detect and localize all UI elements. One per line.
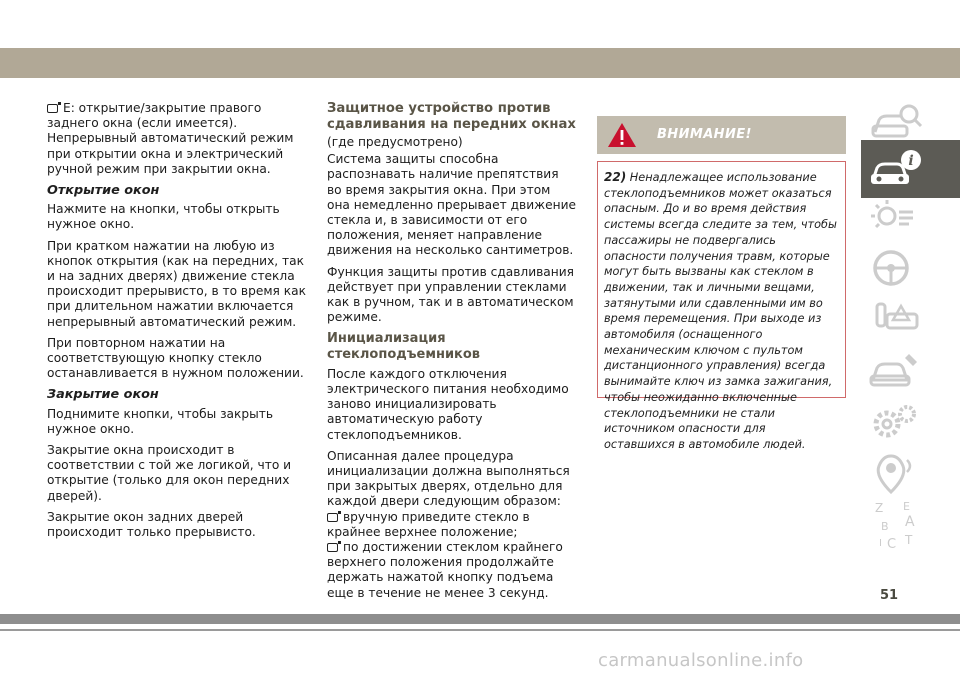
- gears-icon: [867, 398, 927, 448]
- steering-wheel-icon: [867, 244, 927, 294]
- index-letter: B: [881, 520, 889, 533]
- watermark: carmanualsonline.info: [598, 650, 804, 671]
- paragraph: Описанная далее процедура инициализации должна выполняться при закрытых дверях, отдельно для каждой двери следующим образом:: [327, 448, 570, 509]
- paragraph: Закрытие окна происходит в соответствии с той же логикой, что и открытие (только для окон передних дверей).: [47, 443, 292, 503]
- warning-text: Ненадлежащее использование стеклоподъемников может оказаться опасным. До и во время действия системы всегда следите за тем, чтобы пассажиры не подвергались опасности получения травм, которые могут быть вызваны как стеклом в движении, так и личными вещами, затянутыми или сдавленными им во время перемещения. При выходе из автомобиля (оснащенного механическим ключом с пультом дистанционного управления) всегда вынимайте ключ из замка зажигания, чтобы неожиданно включенные стеклоподъемники не стали источником опасности для оставшихся в автомобиле людей.: [604, 171, 837, 451]
- middle-column: [327, 101, 577, 607]
- paragraph: При кратком нажатии на любую из кнопок открытия (как на передних, так и на задних дверях) движение стекла происходит прерывисто, в то время как при длительном нажатии включается непрерывный автоматический режим.: [47, 238, 306, 329]
- paragraph: (где предусмотрено): [327, 135, 463, 149]
- index-letter: A: [905, 514, 915, 530]
- paragraph: Поднимите кнопки, чтобы закрыть нужное окно.: [47, 406, 274, 436]
- index-letter: Z: [875, 501, 884, 515]
- warning-lights-icon: [867, 194, 927, 244]
- car-search-icon: [867, 96, 927, 146]
- warning-number: 22): [604, 170, 627, 184]
- heading-closing-windows: Закрытие окон: [47, 387, 159, 403]
- index-letter: C: [887, 537, 897, 552]
- warning-header: [597, 116, 846, 154]
- header-band: [0, 48, 960, 78]
- paragraph: После каждого отключения электрического питания необходимо заново инициализировать автоматическую работу стеклоподъемников.: [327, 366, 569, 442]
- paragraph: Функция защиты против сдавливания действует при управлении стеклами как в ручном, так и в автоматическом режиме.: [327, 264, 574, 325]
- index-letter: T: [905, 533, 913, 547]
- car-service-icon: [867, 346, 927, 396]
- alphabetical-index-icon: [867, 498, 927, 554]
- bullet-icon: [327, 513, 338, 522]
- paragraph: Нажмите на кнопки, чтобы открыть нужное окно.: [47, 202, 280, 232]
- warning-title: ВНИМАНИЕ!: [657, 127, 752, 142]
- left-column: [47, 101, 309, 546]
- media-navigation-icon: [867, 448, 927, 498]
- list-item: по достижении стеклом крайнего верхнего положения продолжайте держать нажатой кнопку подъема еще в течение не менее 3 секунд.: [327, 540, 563, 600]
- paragraph: Система защиты способна распознавать наличие препятствия во время закрытия окна. При этом она немедленно прерывает движение стекла и, в зависимости от его положения, меняет направление движения на несколько сантиметров.: [327, 152, 576, 258]
- warning-box: [597, 161, 846, 451]
- page-number: 51: [880, 588, 899, 603]
- tab-index[interactable]: [861, 494, 960, 552]
- heading-initialization: Инициализация стеклоподъемников: [327, 331, 481, 362]
- intro-paragraph: E: открытие/закрытие правого заднего окна (если имеется). Непрерывный автоматический режим при открытии окна и электрический ручной режим при закрытии окна.: [47, 101, 294, 176]
- bullet-icon: [327, 543, 338, 552]
- footer-line: [0, 629, 960, 631]
- bullet-icon: [47, 104, 58, 113]
- index-letter: E: [903, 500, 910, 513]
- car-info-icon: [867, 144, 927, 194]
- svg-text:i: i: [908, 153, 914, 169]
- list-item: вручную приведите стекло в крайнее верхнее положение;: [327, 509, 530, 539]
- heading-opening-windows: Открытие окон: [47, 183, 160, 199]
- paragraph: При повторном нажатии на соответствующую кнопку стекло останавливается в нужном положении.: [47, 335, 304, 381]
- car-warning-icon: [867, 294, 927, 344]
- footer-band: [0, 614, 960, 624]
- index-letter: I: [879, 538, 882, 549]
- tab-car-warning[interactable]: [861, 290, 960, 348]
- paragraph: Закрытие окон задних дверей происходит только прерывисто.: [47, 509, 256, 540]
- tab-car-service[interactable]: [861, 342, 960, 400]
- heading-anti-pinch: Защитное устройство против сдавливания на передних окнах: [327, 101, 576, 132]
- warning-triangle-icon: [607, 122, 637, 148]
